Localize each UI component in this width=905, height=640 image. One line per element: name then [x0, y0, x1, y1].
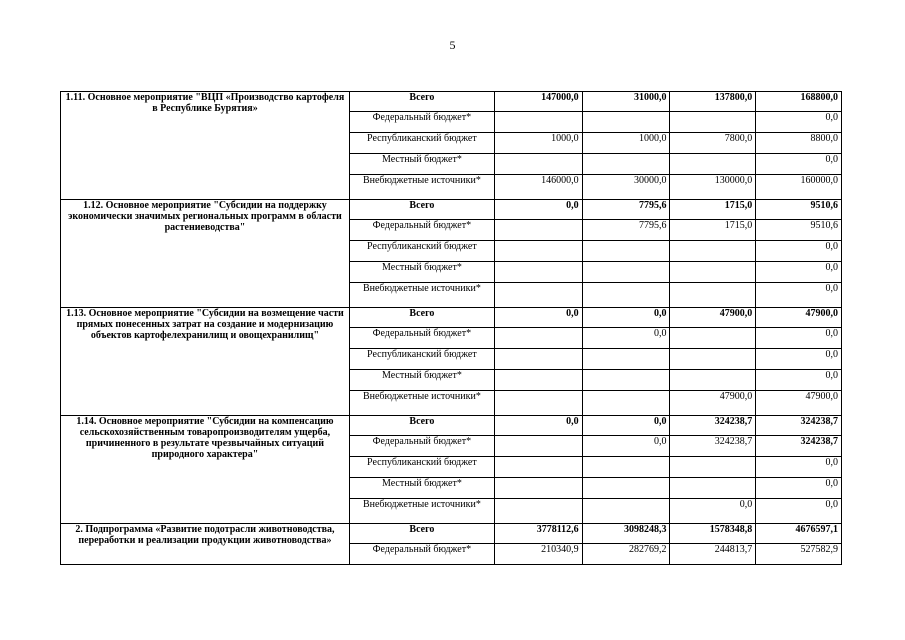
source-cell: Всего — [349, 92, 494, 112]
value-cell: 0,0 — [756, 499, 842, 524]
value-cell — [670, 241, 756, 262]
source-cell: Местный бюджет* — [349, 262, 494, 283]
value-cell — [494, 436, 582, 457]
source-cell: Внебюджетные источники* — [349, 283, 494, 308]
budget-table — [60, 91, 842, 565]
value-cell — [582, 112, 670, 133]
value-cell — [670, 478, 756, 499]
value-cell — [582, 370, 670, 391]
value-cell: 160000,0 — [756, 175, 842, 200]
value-cell — [670, 370, 756, 391]
value-cell: 7795,6 — [582, 200, 670, 220]
value-cell: 7795,6 — [582, 220, 670, 241]
value-cell — [582, 478, 670, 499]
value-cell: 0,0 — [756, 262, 842, 283]
value-cell: 0,0 — [582, 436, 670, 457]
value-cell: 47900,0 — [670, 391, 756, 416]
value-cell: 1578348,8 — [670, 524, 756, 544]
source-cell: Всего — [349, 308, 494, 328]
value-cell: 0,0 — [582, 328, 670, 349]
value-cell: 30000,0 — [582, 175, 670, 200]
source-cell: Федеральный бюджет* — [349, 220, 494, 241]
source-cell: Всего — [349, 416, 494, 436]
value-cell: 0,0 — [494, 200, 582, 220]
value-cell — [670, 457, 756, 478]
table-row — [61, 308, 842, 328]
value-cell: 1000,0 — [582, 133, 670, 154]
value-cell: 137800,0 — [670, 92, 756, 112]
value-cell: 168800,0 — [756, 92, 842, 112]
measure-name: 1.11. Основное мероприятие "ВЦП «Производство картофеля в Республике Бурятия» — [61, 92, 350, 200]
value-cell: 7800,0 — [670, 133, 756, 154]
source-cell: Республиканский бюджет — [349, 349, 494, 370]
value-cell: 1715,0 — [670, 200, 756, 220]
measure-name: 1.12. Основное мероприятие "Субсидии на поддержку экономически значимых региональных программ в области растениеводства" — [61, 200, 350, 308]
table-row — [61, 200, 842, 220]
value-cell: 324238,7 — [756, 416, 842, 436]
value-cell: 31000,0 — [582, 92, 670, 112]
source-cell: Федеральный бюджет* — [349, 112, 494, 133]
value-cell: 146000,0 — [494, 175, 582, 200]
value-cell: 324238,7 — [756, 436, 842, 457]
value-cell: 244813,7 — [670, 544, 756, 565]
value-cell: 0,0 — [582, 416, 670, 436]
value-cell: 3098248,3 — [582, 524, 670, 544]
source-cell: Местный бюджет* — [349, 478, 494, 499]
value-cell — [494, 457, 582, 478]
value-cell: 0,0 — [756, 154, 842, 175]
value-cell — [582, 283, 670, 308]
value-cell: 130000,0 — [670, 175, 756, 200]
value-cell: 0,0 — [756, 457, 842, 478]
value-cell: 47900,0 — [670, 308, 756, 328]
value-cell — [494, 112, 582, 133]
measure-name: 1.14. Основное мероприятие "Субсидии на компенсацию сельскохозяйственным товаропроизводителям ущерба, причиненного в результате чрезвычайных ситуаций природного характера" — [61, 416, 350, 524]
source-cell: Внебюджетные источники* — [349, 175, 494, 200]
value-cell: 0,0 — [756, 283, 842, 308]
source-cell: Федеральный бюджет* — [349, 328, 494, 349]
source-cell: Внебюджетные источники* — [349, 499, 494, 524]
value-cell: 0,0 — [756, 241, 842, 262]
value-cell — [670, 328, 756, 349]
value-cell: 0,0 — [494, 416, 582, 436]
source-cell: Федеральный бюджет* — [349, 544, 494, 565]
source-cell: Республиканский бюджет — [349, 241, 494, 262]
source-cell: Федеральный бюджет* — [349, 436, 494, 457]
value-cell: 0,0 — [494, 308, 582, 328]
value-cell: 0,0 — [756, 328, 842, 349]
value-cell — [494, 478, 582, 499]
value-cell: 1000,0 — [494, 133, 582, 154]
value-cell: 527582,9 — [756, 544, 842, 565]
value-cell — [670, 283, 756, 308]
value-cell — [582, 154, 670, 175]
source-cell: Республиканский бюджет — [349, 457, 494, 478]
subprogram-name: 2. Подпрограмма «Развитие подотрасли животноводства, переработки и реализации продукции животноводства» — [61, 524, 350, 565]
source-cell: Местный бюджет* — [349, 370, 494, 391]
value-cell: 0,0 — [756, 349, 842, 370]
value-cell — [582, 349, 670, 370]
value-cell — [494, 241, 582, 262]
table-row — [61, 92, 842, 112]
measure-name: 1.13. Основное мероприятие "Субсидии на возмещение части прямых понесенных затрат на создание и модернизацию объектов картофелехранилищ и овощехранилищ" — [61, 308, 350, 416]
value-cell — [494, 499, 582, 524]
source-cell: Всего — [349, 200, 494, 220]
value-cell: 147000,0 — [494, 92, 582, 112]
table-row — [61, 416, 842, 436]
value-cell: 324238,7 — [670, 436, 756, 457]
value-cell — [582, 457, 670, 478]
value-cell: 4676597,1 — [756, 524, 842, 544]
value-cell — [494, 154, 582, 175]
value-cell: 210340,9 — [494, 544, 582, 565]
value-cell: 9510,6 — [756, 220, 842, 241]
table-row — [61, 524, 842, 544]
value-cell: 47900,0 — [756, 391, 842, 416]
value-cell — [582, 241, 670, 262]
value-cell — [582, 499, 670, 524]
value-cell: 0,0 — [756, 478, 842, 499]
value-cell: 324238,7 — [670, 416, 756, 436]
value-cell — [494, 220, 582, 241]
value-cell — [494, 370, 582, 391]
value-cell — [670, 154, 756, 175]
value-cell — [670, 262, 756, 283]
value-cell — [494, 262, 582, 283]
source-cell: Местный бюджет* — [349, 154, 494, 175]
value-cell — [670, 349, 756, 370]
source-cell: Республиканский бюджет — [349, 133, 494, 154]
value-cell: 0,0 — [670, 499, 756, 524]
source-cell: Всего — [349, 524, 494, 544]
value-cell — [670, 112, 756, 133]
value-cell: 282769,2 — [582, 544, 670, 565]
value-cell: 3778112,6 — [494, 524, 582, 544]
value-cell — [582, 262, 670, 283]
value-cell — [494, 283, 582, 308]
value-cell: 0,0 — [756, 370, 842, 391]
page-number: 5 — [449, 38, 456, 52]
value-cell: 1715,0 — [670, 220, 756, 241]
value-cell: 8800,0 — [756, 133, 842, 154]
value-cell: 47900,0 — [756, 308, 842, 328]
value-cell — [582, 391, 670, 416]
value-cell: 9510,6 — [756, 200, 842, 220]
value-cell: 0,0 — [582, 308, 670, 328]
value-cell — [494, 349, 582, 370]
value-cell — [494, 328, 582, 349]
value-cell — [494, 391, 582, 416]
source-cell: Внебюджетные источники* — [349, 391, 494, 416]
value-cell: 0,0 — [756, 112, 842, 133]
